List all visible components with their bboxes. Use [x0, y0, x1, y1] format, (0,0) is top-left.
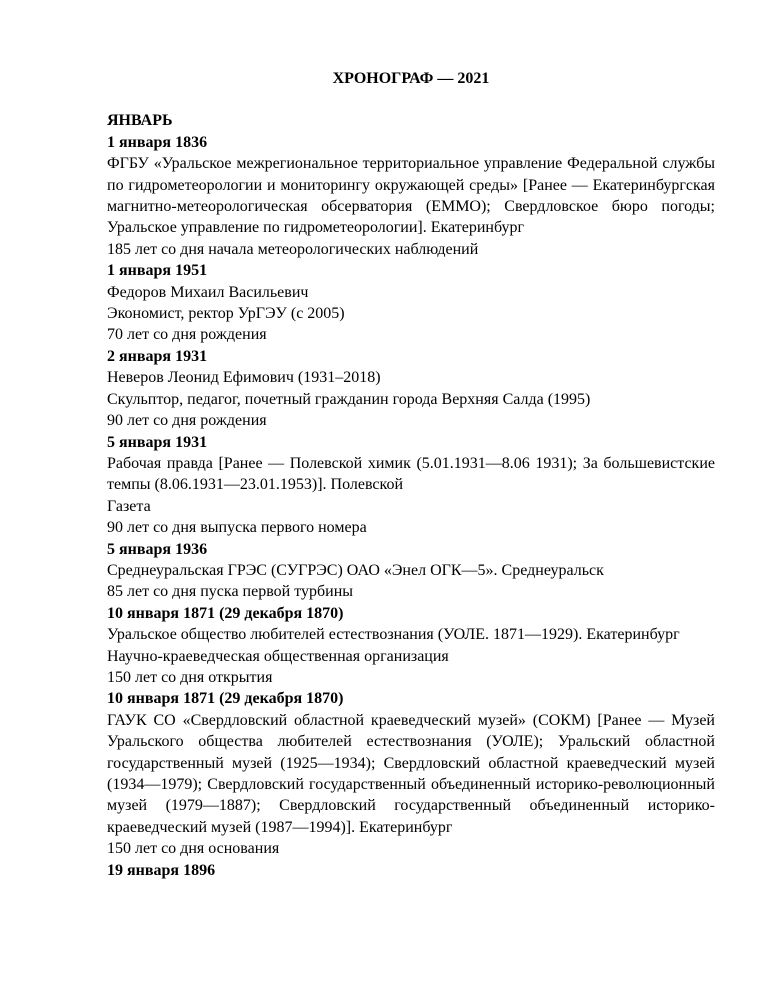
entry-description: Научно-краеведческая общественная организация — [107, 647, 449, 665]
entry-note: 150 лет со дня открытия — [107, 668, 273, 686]
chronograph-entry — [107, 346, 715, 432]
entry-date: 1 января 1836 — [107, 133, 208, 151]
entry-date: 1 января 1951 — [107, 262, 208, 280]
entry-person-name: Неверов Леонид Ефимович (1931–2018) — [107, 369, 381, 387]
entry-description: Газета — [107, 497, 151, 515]
entry-note: 85 лет со дня пуска первой турбины — [107, 583, 354, 601]
chronograph-entry — [107, 260, 715, 346]
chronograph-entry — [107, 688, 715, 859]
entry-note: 185 лет со дня начала метеорологических наблюдений — [107, 240, 479, 258]
page-title: ХРОНОГРАФ — 2021 — [332, 70, 490, 87]
entry-date: 10 января 1871 (29 декабря 1870) — [107, 690, 344, 708]
entry-person-name: Федоров Михаил Васильевич — [107, 283, 309, 301]
entry-text: Уральское общество любителей естествознания (УОЛЕ. 1871—1929). Екатеринбург — [107, 626, 680, 644]
entry-date: 5 января 1936 — [107, 540, 208, 558]
entry-text: ФГБУ «Уральское межрегиональное территориальное управление Федеральной службы по гидрометеорологии и мониторингу окружающей среды» [Ранее — Екатеринбургская магнитно-метеорологическая обсерватория (ЕММО); Свердловское бюро погоды; Уральское управление по гидрометеорологии]. Екатеринбург — [107, 155, 715, 237]
entry-description: Скульптор, педагог, почетный гражданин города Верхняя Салда (1995) — [107, 390, 591, 408]
document-page — [107, 68, 715, 881]
entry-date: 10 января 1871 (29 декабря 1870) — [107, 604, 344, 622]
chronograph-entry — [107, 860, 715, 881]
entry-text: Рабочая правда [Ранее — Полевской химик (5.01.1931—8.06 1931); За большевистские темпы (8.06.1931—23.01.1953)]. Полевской — [107, 454, 715, 494]
entry-note: 90 лет со дня выпуска первого номера — [107, 519, 367, 537]
chronograph-entry — [107, 432, 715, 539]
chronograph-entry — [107, 603, 715, 689]
entry-text: ГАУК СО «Свердловский областной краеведческий музей» (СОКМ) [Ранее — Музей Уральского общества любителей естествознания (УОЛЕ); Уральский областной государственный музей (1925—1934); Свердловский областной краеведческий музей (1934—1979); Свердловский государственный объединенный историко-революционный музей (1979—1887); Свердловский государственный объединенный историко-краеведческий музей (1987—1994)]. Екатеринбург — [107, 711, 715, 836]
entry-date: 19 января 1896 — [107, 861, 216, 879]
entry-note: 150 лет со дня основания — [107, 840, 280, 858]
entry-text: Среднеуральская ГРЭС (СУГРЭС) ОАО «Энел ОГК—5». Среднеуральск — [107, 561, 604, 579]
entry-date: 2 января 1931 — [107, 347, 208, 365]
entry-note: 90 лет со дня рождения — [107, 412, 267, 430]
chronograph-entry — [107, 539, 715, 603]
chronograph-entry — [107, 132, 715, 260]
month-heading: ЯНВАРЬ — [107, 112, 173, 130]
entry-note: 70 лет со дня рождения — [107, 326, 267, 344]
entry-description: Экономист, ректор УрГЭУ (с 2005) — [107, 305, 345, 323]
entry-date: 5 января 1931 — [107, 433, 208, 451]
